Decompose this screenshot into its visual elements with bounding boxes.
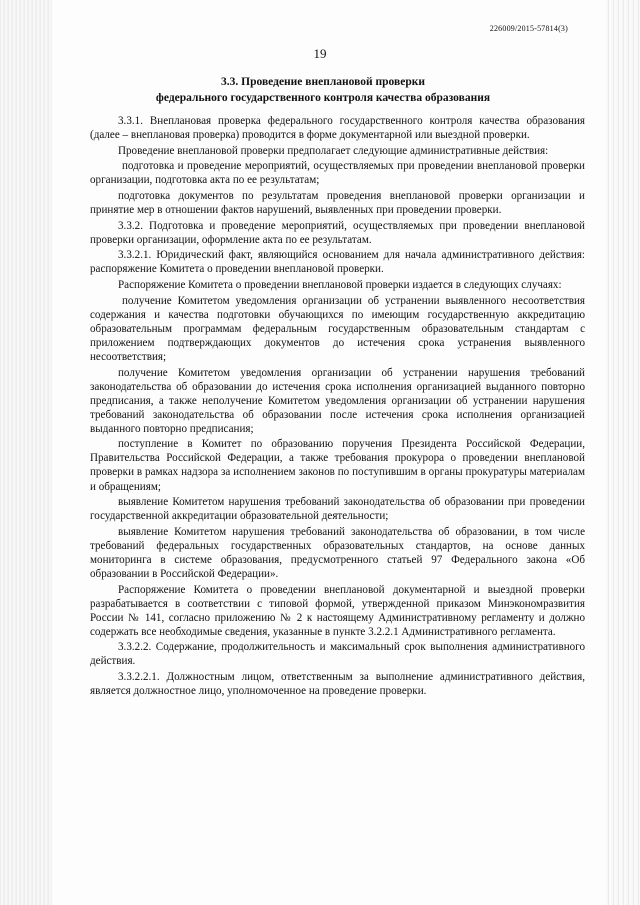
section-heading <box>88 74 558 106</box>
section-title-line-2: федерального государственного контроля качества образования <box>155 92 491 104</box>
paragraph-action-documents: подготовка документов по результатам проведения внеплановой проверки организации и принятие мер в отношении фактов нарушений, выявленных при проведении проверки. <box>90 190 585 217</box>
document-body <box>90 114 585 700</box>
paragraph-3-3-1: 3.3.1. Внеплановая проверка федерального государственного контроля качества образования (далее – внеплановая проверка) проводится в форме документарной или выездной проверки. <box>90 115 585 142</box>
section-title-line-1: 3.3. Проведение внеплановой проверки <box>221 76 425 88</box>
paragraph-case-accreditation: выявление Комитетом нарушения требований законодательства об образовании при проведении государственной аккредитации образовательной деятельности; <box>90 496 585 523</box>
paragraph-3-3-2-2-1: 3.3.2.2.1. Должностным лицом, ответственным за выполнение административного действия, является должностное лицо, уполномоченное на проведение проверки. <box>90 671 585 698</box>
paragraph-case-president-order: поступление в Комитет по образованию поручения Президента Российской Федерации, Правительства Российской Федерации, а также требования прокурора о проведении внеплановой проверки в рамках надзора за исполнением законов по поступившим в органы прокуратуры материалам и обращениям; <box>90 438 585 493</box>
paragraph-3-3-2-2: 3.3.2.2. Содержание, продолжительность и максимальный срок выполнения административного действия. <box>90 641 585 668</box>
paragraph-3-3-2-1: 3.3.2.1. Юридический факт, являющийся основанием для начала административного действия: распоряжение Комитета о проведении внеплановой проверки. <box>90 249 585 276</box>
paragraph-case-violation-notice: получение Комитетом уведомления организации об устранении нарушения требований законодательства об образовании до истечения срока исполнения организацией выданного повторно предписания, а также неполучение Комитетом уведомления организации об устранении нарушения требований законодательства об образовании после истечения срока исполнения организацией выданного повторно предписания; <box>90 366 585 435</box>
paragraph-case-monitoring: выявление Комитетом нарушения требований законодательства об образовании, в том числе требований федеральных государственных образовательных стандартов, на основе данных мониторинга в системе образования, предусмотренного статьей 97 Федерального закона «Об образовании в Российской Федерации». <box>90 525 585 580</box>
paragraph-cases-intro: Распоряжение Комитета о проведении внеплановой проверки издается в следующих случаях: <box>118 279 562 292</box>
scan-edge-left <box>0 0 52 905</box>
paragraph-3-3-2: 3.3.2. Подготовка и проведение мероприятий, осуществляемых при проведении внеплановой проверки организации, оформление акта по ее результатам. <box>90 219 585 246</box>
paragraph-case-nonconformity: получение Комитетом уведомления организации об устранении выявленного несоответствия содержания и качества подготовки обучающихся по имеющим государственную аккредитацию образовательным программам федеральным государственным образовательным стандартам с приложением подтверждающих документов до истечения срока устранения выявленного несоответствия; <box>90 294 585 363</box>
paragraph-order-form: Распоряжение Комитета о проведении внеплановой документарной и выездной проверки разрабатывается в соответствии с типовой формой, утвержденной приказом Минэкономразвития России № 141, согласно приложению № 2 к настоящему Административному регламенту и должно содержать все необходимые сведения, указанные в пункте 3.2.2.1 Административного регламента. <box>90 583 585 638</box>
paragraph-actions-intro: Проведение внеплановой проверки предполагает следующие административные действия: <box>118 144 549 157</box>
scan-edge-right <box>606 0 640 905</box>
page-number: 19 <box>313 46 327 61</box>
document-id: 226009/2015-57814(3) <box>489 24 568 33</box>
paragraph-action-preparation: подготовка и проведение мероприятий, осуществляемых при проведении внеплановой проверки организации, подготовка акта по ее результатам; <box>90 160 585 187</box>
